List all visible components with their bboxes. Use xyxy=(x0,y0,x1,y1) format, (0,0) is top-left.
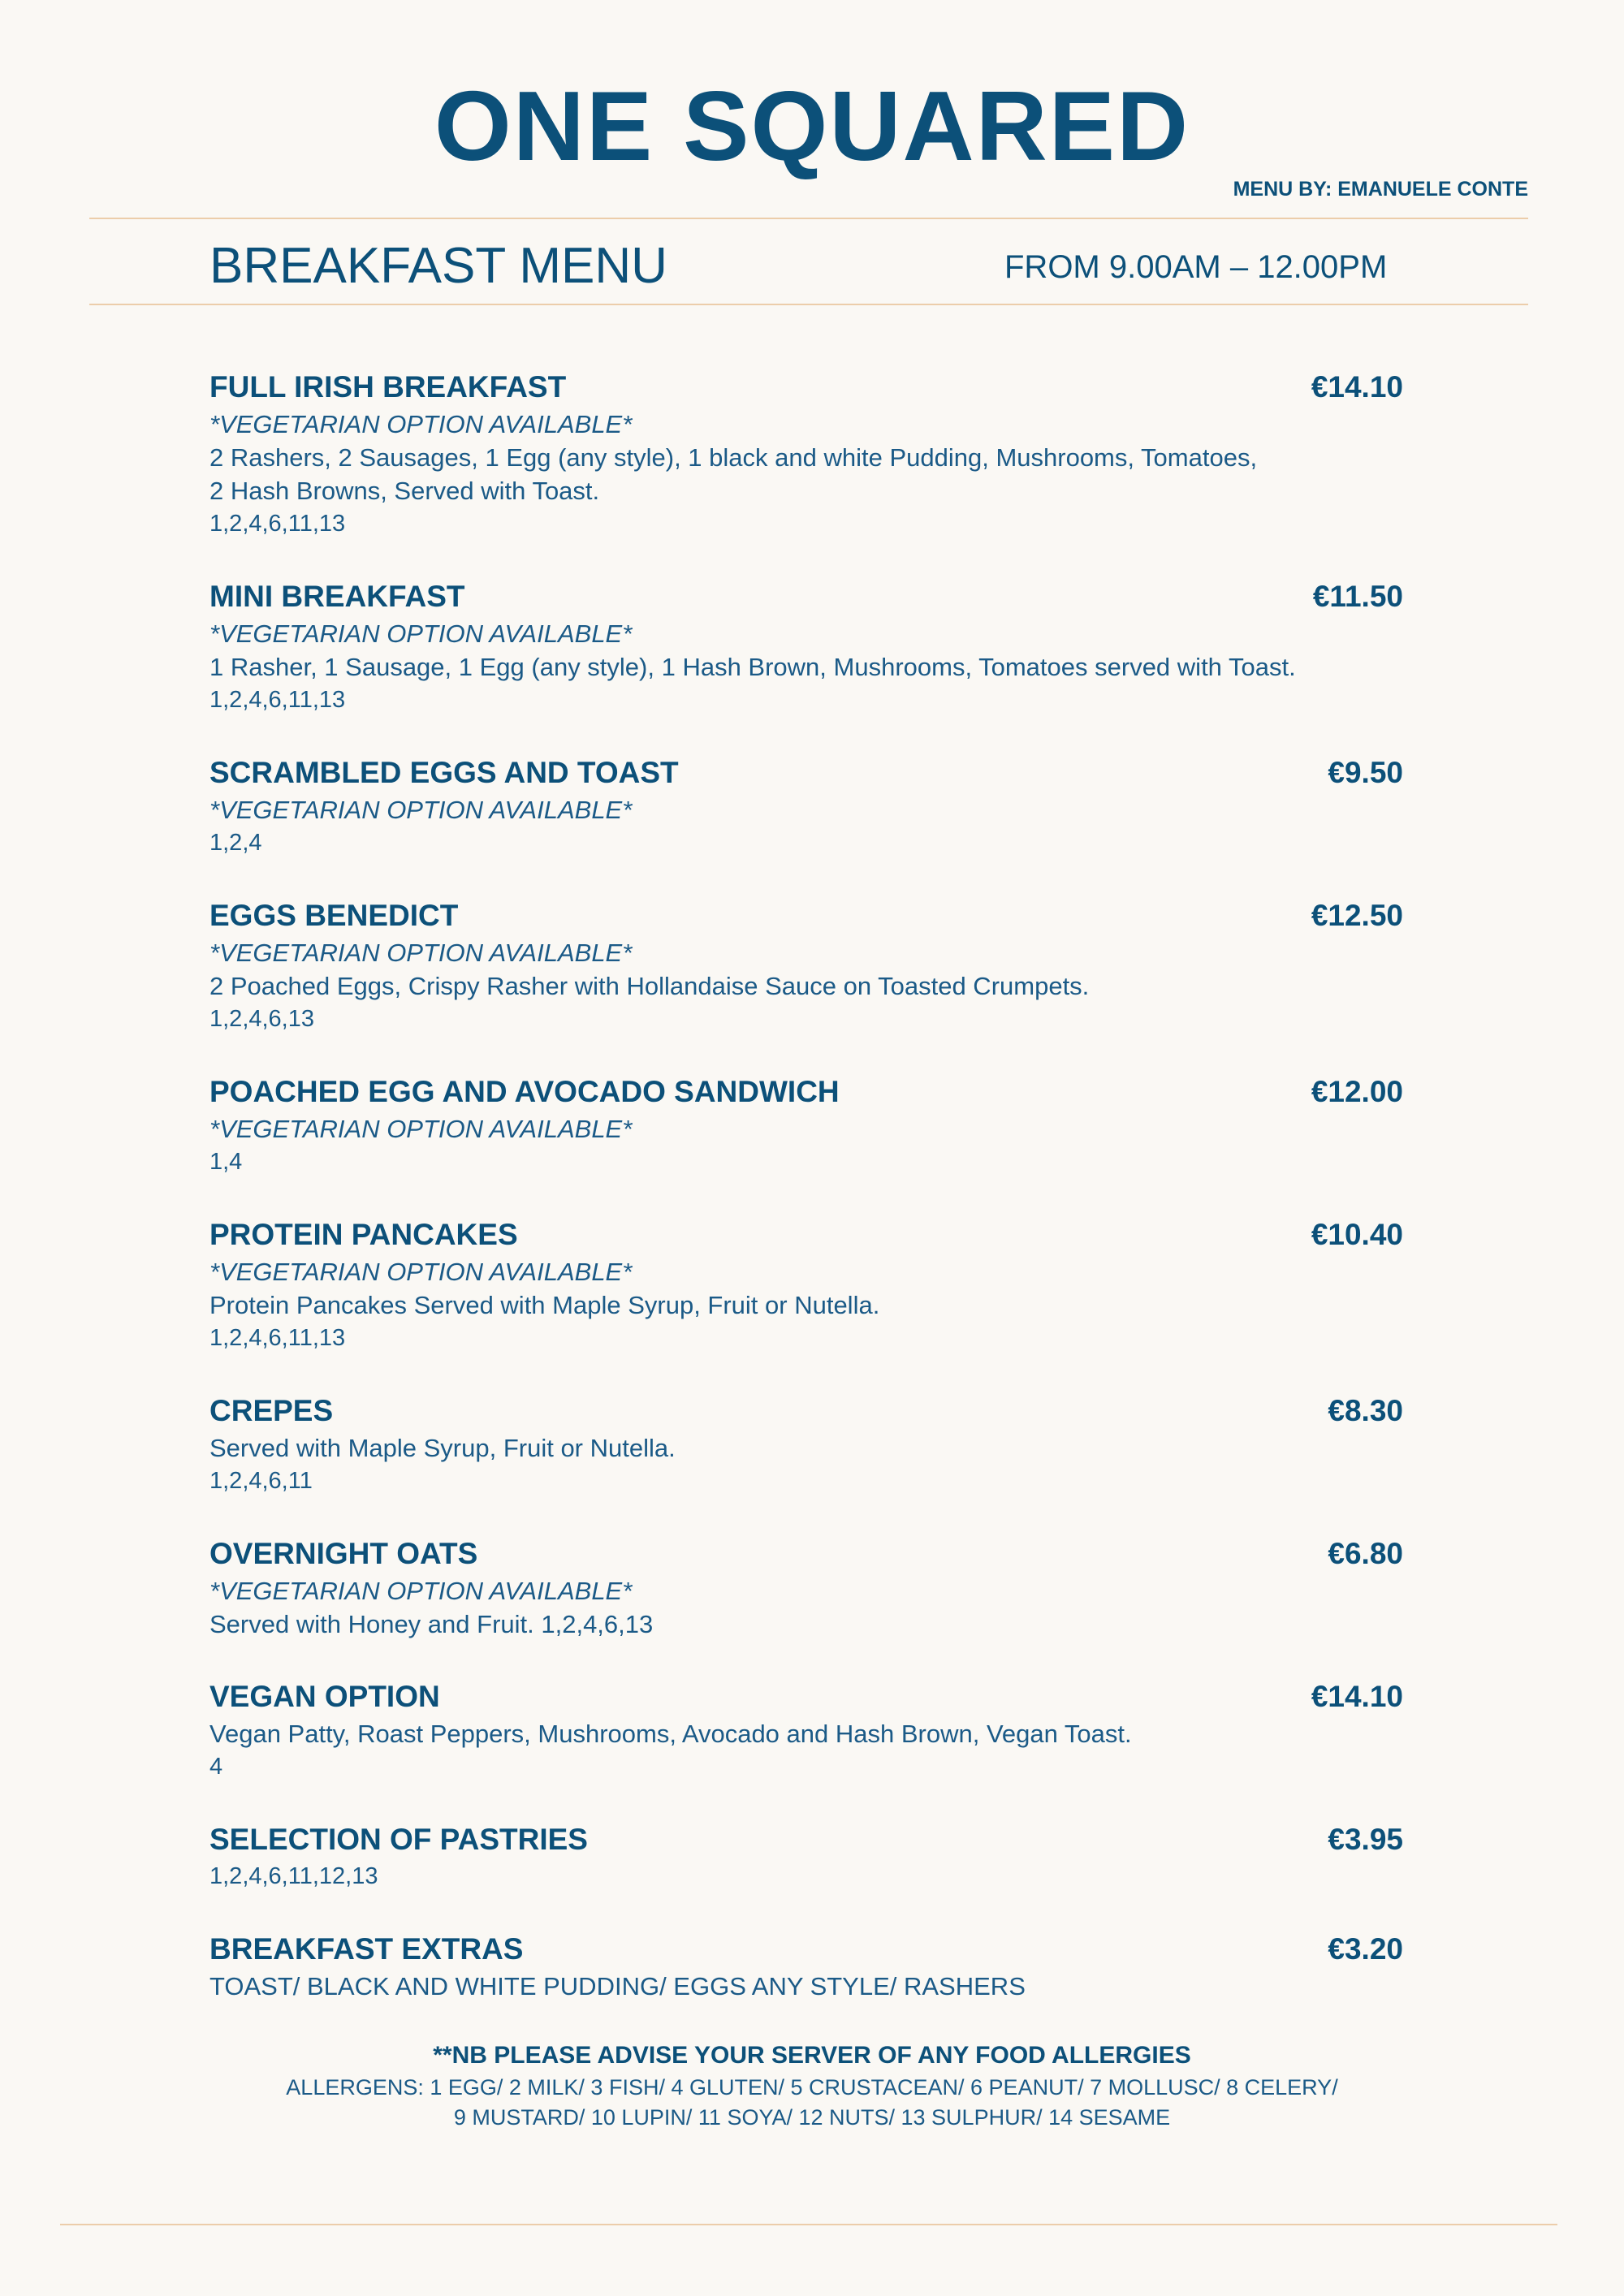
menu-item-allergens: 1,2,4,6,11,13 xyxy=(209,511,346,537)
menu-item xyxy=(209,1072,1403,1179)
menu-item xyxy=(209,576,1403,717)
menu-item-description: TOAST/ BLACK AND WHITE PUDDING/ EGGS ANY STYLE/ RASHERS xyxy=(209,1972,1026,2000)
menu-item-price: €12.00 xyxy=(1311,1075,1403,1108)
menu-item-price: €11.50 xyxy=(1312,580,1403,613)
menu-item-price: €9.50 xyxy=(1328,756,1403,789)
menu-item-name: CREPES xyxy=(209,1394,334,1427)
menu-item xyxy=(209,896,1403,1036)
menu-item-name: FULL IRISH BREAKFAST xyxy=(209,370,567,404)
menu-item-name: POACHED EGG AND AVOCADO SANDWICH xyxy=(209,1075,840,1108)
bottom-divider xyxy=(60,2224,1557,2225)
menu-item-name: MINI BREAKFAST xyxy=(209,580,465,613)
menu-item-name: EGGS BENEDICT xyxy=(209,899,459,932)
menu-item-price: €12.50 xyxy=(1311,899,1403,932)
menu-item-header xyxy=(209,1215,1403,1255)
menu-item-header xyxy=(209,896,1403,936)
menu-item-name: SCRAMBLED EGGS AND TOAST xyxy=(209,756,679,789)
menu-item-price: €14.10 xyxy=(1311,1680,1403,1713)
menu-item-header xyxy=(209,1677,1403,1717)
allergen-legend-line: 9 MUSTARD/ 10 LUPIN/ 11 SOYA/ 12 NUTS/ 13 SULPHUR/ 14 SESAME xyxy=(453,2105,1171,2130)
menu-item-allergens: 1,2,4,6,11,12,13 xyxy=(209,1863,378,1889)
vegetarian-note: *VEGETARIAN OPTION AVAILABLE* xyxy=(209,796,633,824)
menu-item-name: OVERNIGHT OATS xyxy=(209,1537,478,1570)
section-divider xyxy=(89,304,1528,305)
vegetarian-note: *VEGETARIAN OPTION AVAILABLE* xyxy=(209,939,633,967)
menu-item xyxy=(209,1534,1403,1641)
menu-item xyxy=(209,1819,1403,1893)
menu-item-description: 1 Rasher, 1 Sausage, 1 Egg (any style), 1 Hash Brown, Mushrooms, Tomatoes served with Toast. xyxy=(209,653,1296,681)
vegetarian-note: *VEGETARIAN OPTION AVAILABLE* xyxy=(209,1258,633,1286)
menu-item-name: BREAKFAST EXTRAS xyxy=(209,1932,524,1966)
menu-item-allergens: 1,2,4,6,11,13 xyxy=(209,1325,346,1351)
menu-item-header xyxy=(209,1819,1403,1860)
menu-item xyxy=(209,1391,1403,1498)
top-divider xyxy=(89,218,1528,219)
vegetarian-note: *VEGETARIAN OPTION AVAILABLE* xyxy=(209,1577,633,1605)
section-title: BREAKFAST MENU xyxy=(209,238,667,294)
menu-item-price: €10.40 xyxy=(1311,1218,1403,1251)
menu-item-allergens: 1,2,4 xyxy=(209,830,262,856)
menu-item-price: €3.95 xyxy=(1328,1823,1403,1856)
menu-item-name: VEGAN OPTION xyxy=(209,1680,440,1713)
menu-item-allergens: 1,2,4,6,11 xyxy=(209,1468,313,1494)
menu-item-price: €6.80 xyxy=(1328,1537,1403,1570)
menu-item-description: Served with Honey and Fruit. 1,2,4,6,13 xyxy=(209,1610,654,1638)
menu-author: MENU BY: EMANUELE CONTE xyxy=(1233,178,1528,201)
menu-item-price: €8.30 xyxy=(1328,1394,1403,1427)
menu-item-description: Served with Maple Syrup, Fruit or Nutella. xyxy=(209,1434,676,1462)
menu-item-header xyxy=(209,1534,1403,1574)
menu-item-description: Vegan Patty, Roast Peppers, Mushrooms, Avocado and Hash Brown, Vegan Toast. xyxy=(209,1720,1132,1748)
menu-item-allergens: 1,2,4,6,11,13 xyxy=(209,687,346,713)
menu-item-price: €3.20 xyxy=(1328,1932,1403,1966)
menu-item-name: PROTEIN PANCAKES xyxy=(209,1218,518,1251)
vegetarian-note: *VEGETARIAN OPTION AVAILABLE* xyxy=(209,410,633,438)
menu-item-allergens: 1,2,4,6,13 xyxy=(209,1006,314,1032)
menu-item-description: 2 Rashers, 2 Sausages, 1 Egg (any style), 1 black and white Pudding, Mushrooms, Tomatoes, xyxy=(209,443,1258,472)
menu-item-name: SELECTION OF PASTRIES xyxy=(209,1823,588,1856)
menu-item-header xyxy=(209,1929,1403,1970)
allergen-legend xyxy=(0,2073,1624,2133)
menu-items-list xyxy=(209,367,1403,2039)
menu-item-description: 2 Poached Eggs, Crispy Rasher with Hollandaise Sauce on Toasted Crumpets. xyxy=(209,972,1090,1000)
menu-item xyxy=(209,753,1403,860)
menu-item xyxy=(209,1677,1403,1784)
menu-item-header xyxy=(209,753,1403,793)
vegetarian-note: *VEGETARIAN OPTION AVAILABLE* xyxy=(209,1115,633,1143)
allergen-legend-line: ALLERGENS: 1 EGG/ 2 MILK/ 3 FISH/ 4 GLUTEN/ 5 CRUSTACEAN/ 6 PEANUT/ 7 MOLLUSC/ 8 CELERY/ xyxy=(286,2075,1338,2100)
menu-item-header xyxy=(209,1391,1403,1431)
serving-hours: FROM 9.00AM – 12.00PM xyxy=(1004,249,1388,285)
vegetarian-note: *VEGETARIAN OPTION AVAILABLE* xyxy=(209,619,633,648)
menu-item-description: 2 Hash Browns, Served with Toast. xyxy=(209,477,600,505)
menu-item-allergens: 4 xyxy=(209,1754,223,1780)
menu-item xyxy=(209,1929,1403,2003)
menu-item-allergens: 1,4 xyxy=(209,1149,243,1175)
menu-item xyxy=(209,367,1403,541)
menu-item-header xyxy=(209,367,1403,408)
restaurant-title: ONE SQUARED xyxy=(434,71,1190,181)
menu-item-header xyxy=(209,576,1403,617)
menu-item xyxy=(209,1215,1403,1355)
allergy-notice: **NB PLEASE ADVISE YOUR SERVER OF ANY FOOD ALLERGIES xyxy=(433,2042,1191,2069)
menu-item-description: Protein Pancakes Served with Maple Syrup, Fruit or Nutella. xyxy=(209,1291,880,1319)
menu-item-price: €14.10 xyxy=(1311,370,1403,404)
menu-item-header xyxy=(209,1072,1403,1112)
